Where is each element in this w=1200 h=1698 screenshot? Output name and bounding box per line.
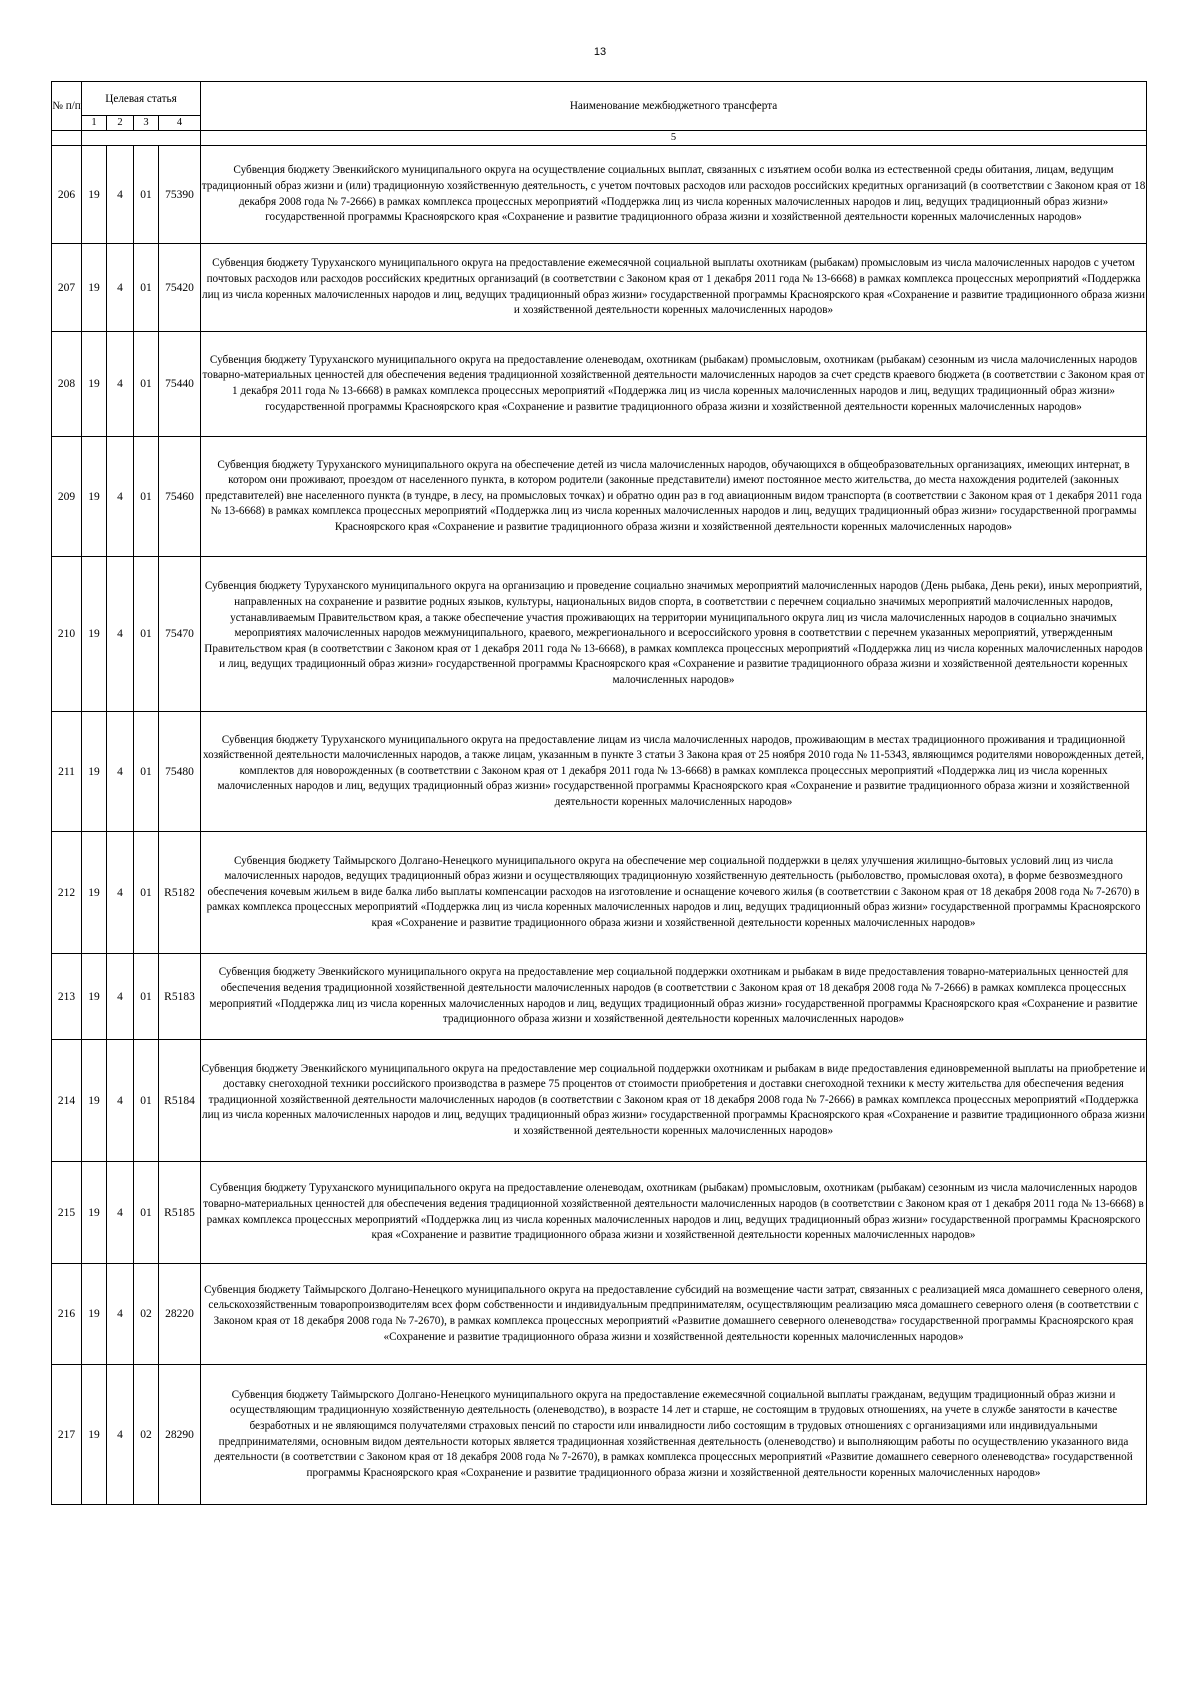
row-number: 215 [52, 1162, 82, 1264]
header-target: Целевая статья [82, 82, 201, 116]
row-target-1: 19 [82, 1162, 107, 1264]
row-description: Субвенция бюджету Таймырского Долгано-Ненецкого муниципального округа на обеспечение мер социальной поддержки в целях улучшения жилищно-бытовых условий лиц из числа малочисленных народов, ведущих традиционный образ жизни и осуществляющих традиционную хозяйственную деятельность (рыболовство, промысловая охота), в форме безвозмездного обеспечения кочевым жильем в виде балка либо выплаты компенсации расходов на изготовление и оснащение кочевого жилья (в соответствии с Законом края от 18 декабря 2008 года № 7-2670) в рамках комплекса процессных мероприятий «Поддержка лиц из числа коренных малочисленных народов и лиц, ведущих традиционный образ жизни» государственной программы Красноярского края «Сохранение и развитие традиционного образа жизни и хозяйственной деятельности коренных малочисленных народов» [201, 832, 1147, 954]
row-target-1: 19 [82, 332, 107, 437]
transfers-table [51, 81, 1147, 1505]
row-target-2: 4 [107, 712, 134, 832]
header-col-5: 5 [201, 131, 1147, 146]
row-number: 213 [52, 954, 82, 1040]
table-row [52, 244, 1147, 332]
row-target-3: 01 [134, 954, 159, 1040]
row-target-3: 01 [134, 832, 159, 954]
table-row [52, 832, 1147, 954]
row-target-2: 4 [107, 1264, 134, 1365]
table-row [52, 1162, 1147, 1264]
row-description: Субвенция бюджету Таймырского Долгано-Ненецкого муниципального округа на предоставление субсидий на возмещение части затрат, связанных с реализацией мяса домашнего северного оленя, сельскохозяйственным товаропроизводителям всех форм собственности и индивидуальным предпринимателям, осуществляющим реализацию мяса домашнего северного оленя (в соответствии с Законом края от 18 декабря 2008 года № 7-2670), в рамках комплекса процессных мероприятий «Развитие домашнего северного оленеводства» государственной программы Красноярского края «Сохранение и развитие традиционного образа жизни и хозяйственной деятельности коренных малочисленных народов» [201, 1264, 1147, 1365]
row-target-2: 4 [107, 437, 134, 557]
row-description: Субвенция бюджету Таймырского Долгано-Ненецкого муниципального округа на предоставление ежемесячной социальной выплаты гражданам, ведущим традиционный образ жизни и осуществляющим традиционную хозяйственную деятельность (оленеводство), в возрасте 14 лет и старше, не состоящим в трудовых отношениях, на учете в службе занятости в качестве безработных и не являющимся получателями страховых пенсий по старости или инвалидности либо состоящим в трудовых отношениях с организациями или индивидуальными предпринимателями, основным видом деятельности которых является традиционная хозяйственная деятельность (оленеводство) и выполняющим работы по осуществлению указанного вида деятельности (в соответствии с Законом края от 18 декабря 2008 года № 7-2670), в рамках комплекса процессных мероприятий «Развитие домашнего северного оленеводства» государственной программы Красноярского края «Сохранение и развитие традиционного образа жизни и хозяйственной деятельности коренных малочисленных народов» [201, 1365, 1147, 1505]
row-target-2: 4 [107, 146, 134, 244]
row-target-3: 01 [134, 437, 159, 557]
table-row [52, 332, 1147, 437]
row-target-4: 75390 [159, 146, 201, 244]
row-number: 216 [52, 1264, 82, 1365]
table-row [52, 954, 1147, 1040]
row-target-2: 4 [107, 332, 134, 437]
row-target-3: 01 [134, 1162, 159, 1264]
row-target-3: 01 [134, 332, 159, 437]
table-row [52, 712, 1147, 832]
header-col-2: 2 [107, 116, 134, 131]
row-target-2: 4 [107, 1040, 134, 1162]
row-target-4: 75420 [159, 244, 201, 332]
header-col-1: 1 [82, 116, 107, 131]
row-target-3: 01 [134, 1040, 159, 1162]
row-target-4: R5184 [159, 1040, 201, 1162]
row-number: 211 [52, 712, 82, 832]
row-target-3: 01 [134, 244, 159, 332]
row-description: Субвенция бюджету Эвенкийского муниципального округа на предоставление мер социальной поддержки охотникам и рыбакам в виде предоставления единовременной выплаты на приобретение и доставку снегоходной техники российского производства в размере 75 процентов от стоимости приобретения и доставки снегоходной техники к месту жительства для обеспечения ведения традиционной хозяйственной деятельности малочисленных народов (в соответствии с Законом края от 18 декабря 2008 года № 7-2666) в рамках комплекса процессных мероприятий «Поддержка лиц из числа коренных малочисленных народов и лиц, ведущих традиционный образ жизни» государственной программы Красноярского края «Сохранение и развитие традиционного образа жизни и хозяйственной деятельности коренных малочисленных народов» [201, 1040, 1147, 1162]
row-target-1: 19 [82, 1040, 107, 1162]
row-target-4: 28290 [159, 1365, 201, 1505]
row-target-1: 19 [82, 557, 107, 712]
row-target-4: 75460 [159, 437, 201, 557]
row-target-1: 19 [82, 1365, 107, 1505]
row-target-2: 4 [107, 244, 134, 332]
row-description: Субвенция бюджету Туруханского муниципального округа на предоставление оленеводам, охотникам (рыбакам) промысловым, охотникам (рыбакам) сезонным из числа малочисленных народов товарно-материальных ценностей для обеспечения ведения традиционной хозяйственной деятельности малочисленных народов (в соответствии с Законом края от 1 декабря 2011 года № 13-6668) в рамках комплекса процессных мероприятий «Поддержка лиц из числа коренных малочисленных народов и лиц, ведущих традиционный образ жизни» государственной программы Красноярского края «Сохранение и развитие традиционного образа жизни и хозяйственной деятельности коренных малочисленных народов» [201, 1162, 1147, 1264]
row-target-3: 01 [134, 557, 159, 712]
table-header-row [52, 82, 1147, 116]
row-number: 208 [52, 332, 82, 437]
row-target-1: 19 [82, 1264, 107, 1365]
row-target-2: 4 [107, 1365, 134, 1505]
row-target-2: 4 [107, 557, 134, 712]
row-target-4: 28220 [159, 1264, 201, 1365]
header-name: Наименование межбюджетного трансферта [201, 82, 1147, 131]
row-target-1: 19 [82, 437, 107, 557]
row-target-4: R5183 [159, 954, 201, 1040]
header-col-4: 4 [159, 116, 201, 131]
row-description: Субвенция бюджету Туруханского муниципального округа на организацию и проведение социально значимых мероприятий малочисленных народов (День рыбака, День реки), иных мероприятий, направленных на сохранение и развитие родных языков, культуры, национальных видов спорта, в соответствии с перечнем социально значимых мероприятий малочисленных народов, устанавливаемым Правительством края, а также обеспечение участия проживающих на территории муниципального округа лиц из числа малочисленных народов в социально значимых мероприятиях малочисленных народов межмуниципального, краевого, межрегионального и всероссийского уровня в соответствии с перечнем указанных мероприятий, утвержденным Правительством края (в соответствии с Законом края от 1 декабря 2011 года № 13-6668), в рамках комплекса процессных мероприятий «Поддержка лиц из числа коренных малочисленных народов и лиц, ведущих традиционный образ жизни» государственной программы Красноярского края «Сохранение и развитие традиционного образа жизни и хозяйственной деятельности коренных малочисленных народов» [201, 557, 1147, 712]
row-target-1: 19 [82, 244, 107, 332]
row-number: 206 [52, 146, 82, 244]
row-target-2: 4 [107, 1162, 134, 1264]
row-number: 210 [52, 557, 82, 712]
row-description: Субвенция бюджету Туруханского муниципального округа на обеспечение детей из числа малочисленных народов, обучающихся в общеобразовательных организациях, имеющих интернат, в котором они проживают, проездом от населенного пункта, в котором родители (законные представители) имеют постоянное место жительства, до места нахождения родителей (законных представителей) вне населенного пункта (в тундре, в лесу, на промысловых точках) и обратно один раз в год авиационным видом транспорта (в соответствии с Законом края от 1 декабря 2011 года № 13-6668) в рамках комплекса процессных мероприятий «Поддержка лиц из числа коренных малочисленных народов и лиц, ведущих традиционный образ жизни» государственной программы Красноярского края «Сохранение и развитие традиционного образа жизни и хозяйственной деятельности коренных малочисленных народов» [201, 437, 1147, 557]
row-target-3: 02 [134, 1365, 159, 1505]
table-body [52, 146, 1147, 1505]
row-target-4: 75480 [159, 712, 201, 832]
table-row [52, 1264, 1147, 1365]
row-target-3: 01 [134, 712, 159, 832]
row-target-1: 19 [82, 832, 107, 954]
table-row [52, 1365, 1147, 1505]
row-description: Субвенция бюджету Туруханского муниципального округа на предоставление оленеводам, охотникам (рыбакам) промысловым, охотникам (рыбакам) сезонным из числа малочисленных народов товарно-материальных ценностей для обеспечения ведения традиционной хозяйственной деятельности малочисленных народов за счет средств краевого бюджета (в соответствии с Законом края от 1 декабря 2011 года № 13-6668) в рамках комплекса процессных мероприятий «Поддержка лиц из числа коренных малочисленных народов и лиц, ведущих традиционный образ жизни» государственной программы Красноярского края «Сохранение и развитие традиционного образа жизни и хозяйственной деятельности коренных малочисленных народов» [201, 332, 1147, 437]
row-number: 207 [52, 244, 82, 332]
row-target-2: 4 [107, 832, 134, 954]
row-target-4: R5185 [159, 1162, 201, 1264]
row-target-1: 19 [82, 146, 107, 244]
row-target-2: 4 [107, 954, 134, 1040]
table-colnum-row [52, 131, 1147, 146]
page-number: 13 [593, 46, 607, 58]
row-target-1: 19 [82, 712, 107, 832]
row-description: Субвенция бюджету Эвенкийского муниципального округа на предоставление мер социальной поддержки охотникам и рыбакам в виде предоставления товарно-материальных ценностей для обеспечения ведения традиционной хозяйственной деятельности малочисленных народов (в соответствии с Законом края от 18 декабря 2008 года № 7-2666) в рамках комплекса процессных мероприятий «Поддержка лиц из числа коренных малочисленных народов и лиц, ведущих традиционный образ жизни» государственной программы Красноярского края «Сохранение и развитие традиционного образа жизни и хозяйственной деятельности коренных малочисленных народов» [201, 954, 1147, 1040]
table-row [52, 557, 1147, 712]
row-target-4: 75440 [159, 332, 201, 437]
row-number: 217 [52, 1365, 82, 1505]
row-number: 214 [52, 1040, 82, 1162]
row-target-3: 02 [134, 1264, 159, 1365]
row-description: Субвенция бюджету Туруханского муниципального округа на предоставление лицам из числа малочисленных народов, проживающим в местах традиционного проживания и традиционной хозяйственной деятельности малочисленных народов, а также лицам, указанным в пункте 3 статьи 3 Закона края от 25 ноября 2010 года № 11-5343, являющимся родителями новорожденных детей, комплектов для новорожденных (в соответствии с Законом края от 1 декабря 2011 года № 13-6668) в рамках комплекса процессных мероприятий «Поддержка лиц из числа коренных малочисленных народов и лиц, ведущих традиционный образ жизни» государственной программы Красноярского края «Сохранение и развитие традиционного образа жизни и хозяйственной деятельности коренных малочисленных народов» [201, 712, 1147, 832]
row-target-4: R5182 [159, 832, 201, 954]
row-description: Субвенция бюджету Туруханского муниципального округа на предоставление ежемесячной социальной выплаты охотникам (рыбакам) промысловым из числа малочисленных народов с учетом почтовых расходов или расходов российских кредитных организаций (в соответствии с Законом края от 1 декабря 2011 года № 13-6668) в рамках комплекса процессных мероприятий «Поддержка лиц из числа коренных малочисленных народов и лиц, ведущих традиционный образ жизни» государственной программы Красноярского края «Сохранение и развитие традиционного образа жизни и хозяйственной деятельности коренных малочисленных народов» [201, 244, 1147, 332]
row-description: Субвенция бюджету Эвенкийского муниципального округа на осуществление социальных выплат, связанных с изъятием особи волка из естественной среды обитания, лицам, ведущим традиционный образ жизни и (или) традиционную хозяйственную деятельность, с учетом почтовых расходов или расходов российских кредитных организаций (в соответствии с Законом края от 18 декабря 2008 года № 7-2666) в рамках комплекса процессных мероприятий «Поддержка лиц из числа коренных малочисленных народов и лиц, ведущих традиционный образ жизни» государственной программы Красноярского края «Сохранение и развитие традиционного образа жизни и хозяйственной деятельности коренных малочисленных народов» [201, 146, 1147, 244]
row-target-4: 75470 [159, 557, 201, 712]
row-target-3: 01 [134, 146, 159, 244]
header-col-3: 3 [134, 116, 159, 131]
table-row [52, 1040, 1147, 1162]
row-number: 212 [52, 832, 82, 954]
header-no: № п/п [52, 82, 82, 131]
table-row [52, 437, 1147, 557]
row-number: 209 [52, 437, 82, 557]
row-target-1: 19 [82, 954, 107, 1040]
table-row [52, 146, 1147, 244]
